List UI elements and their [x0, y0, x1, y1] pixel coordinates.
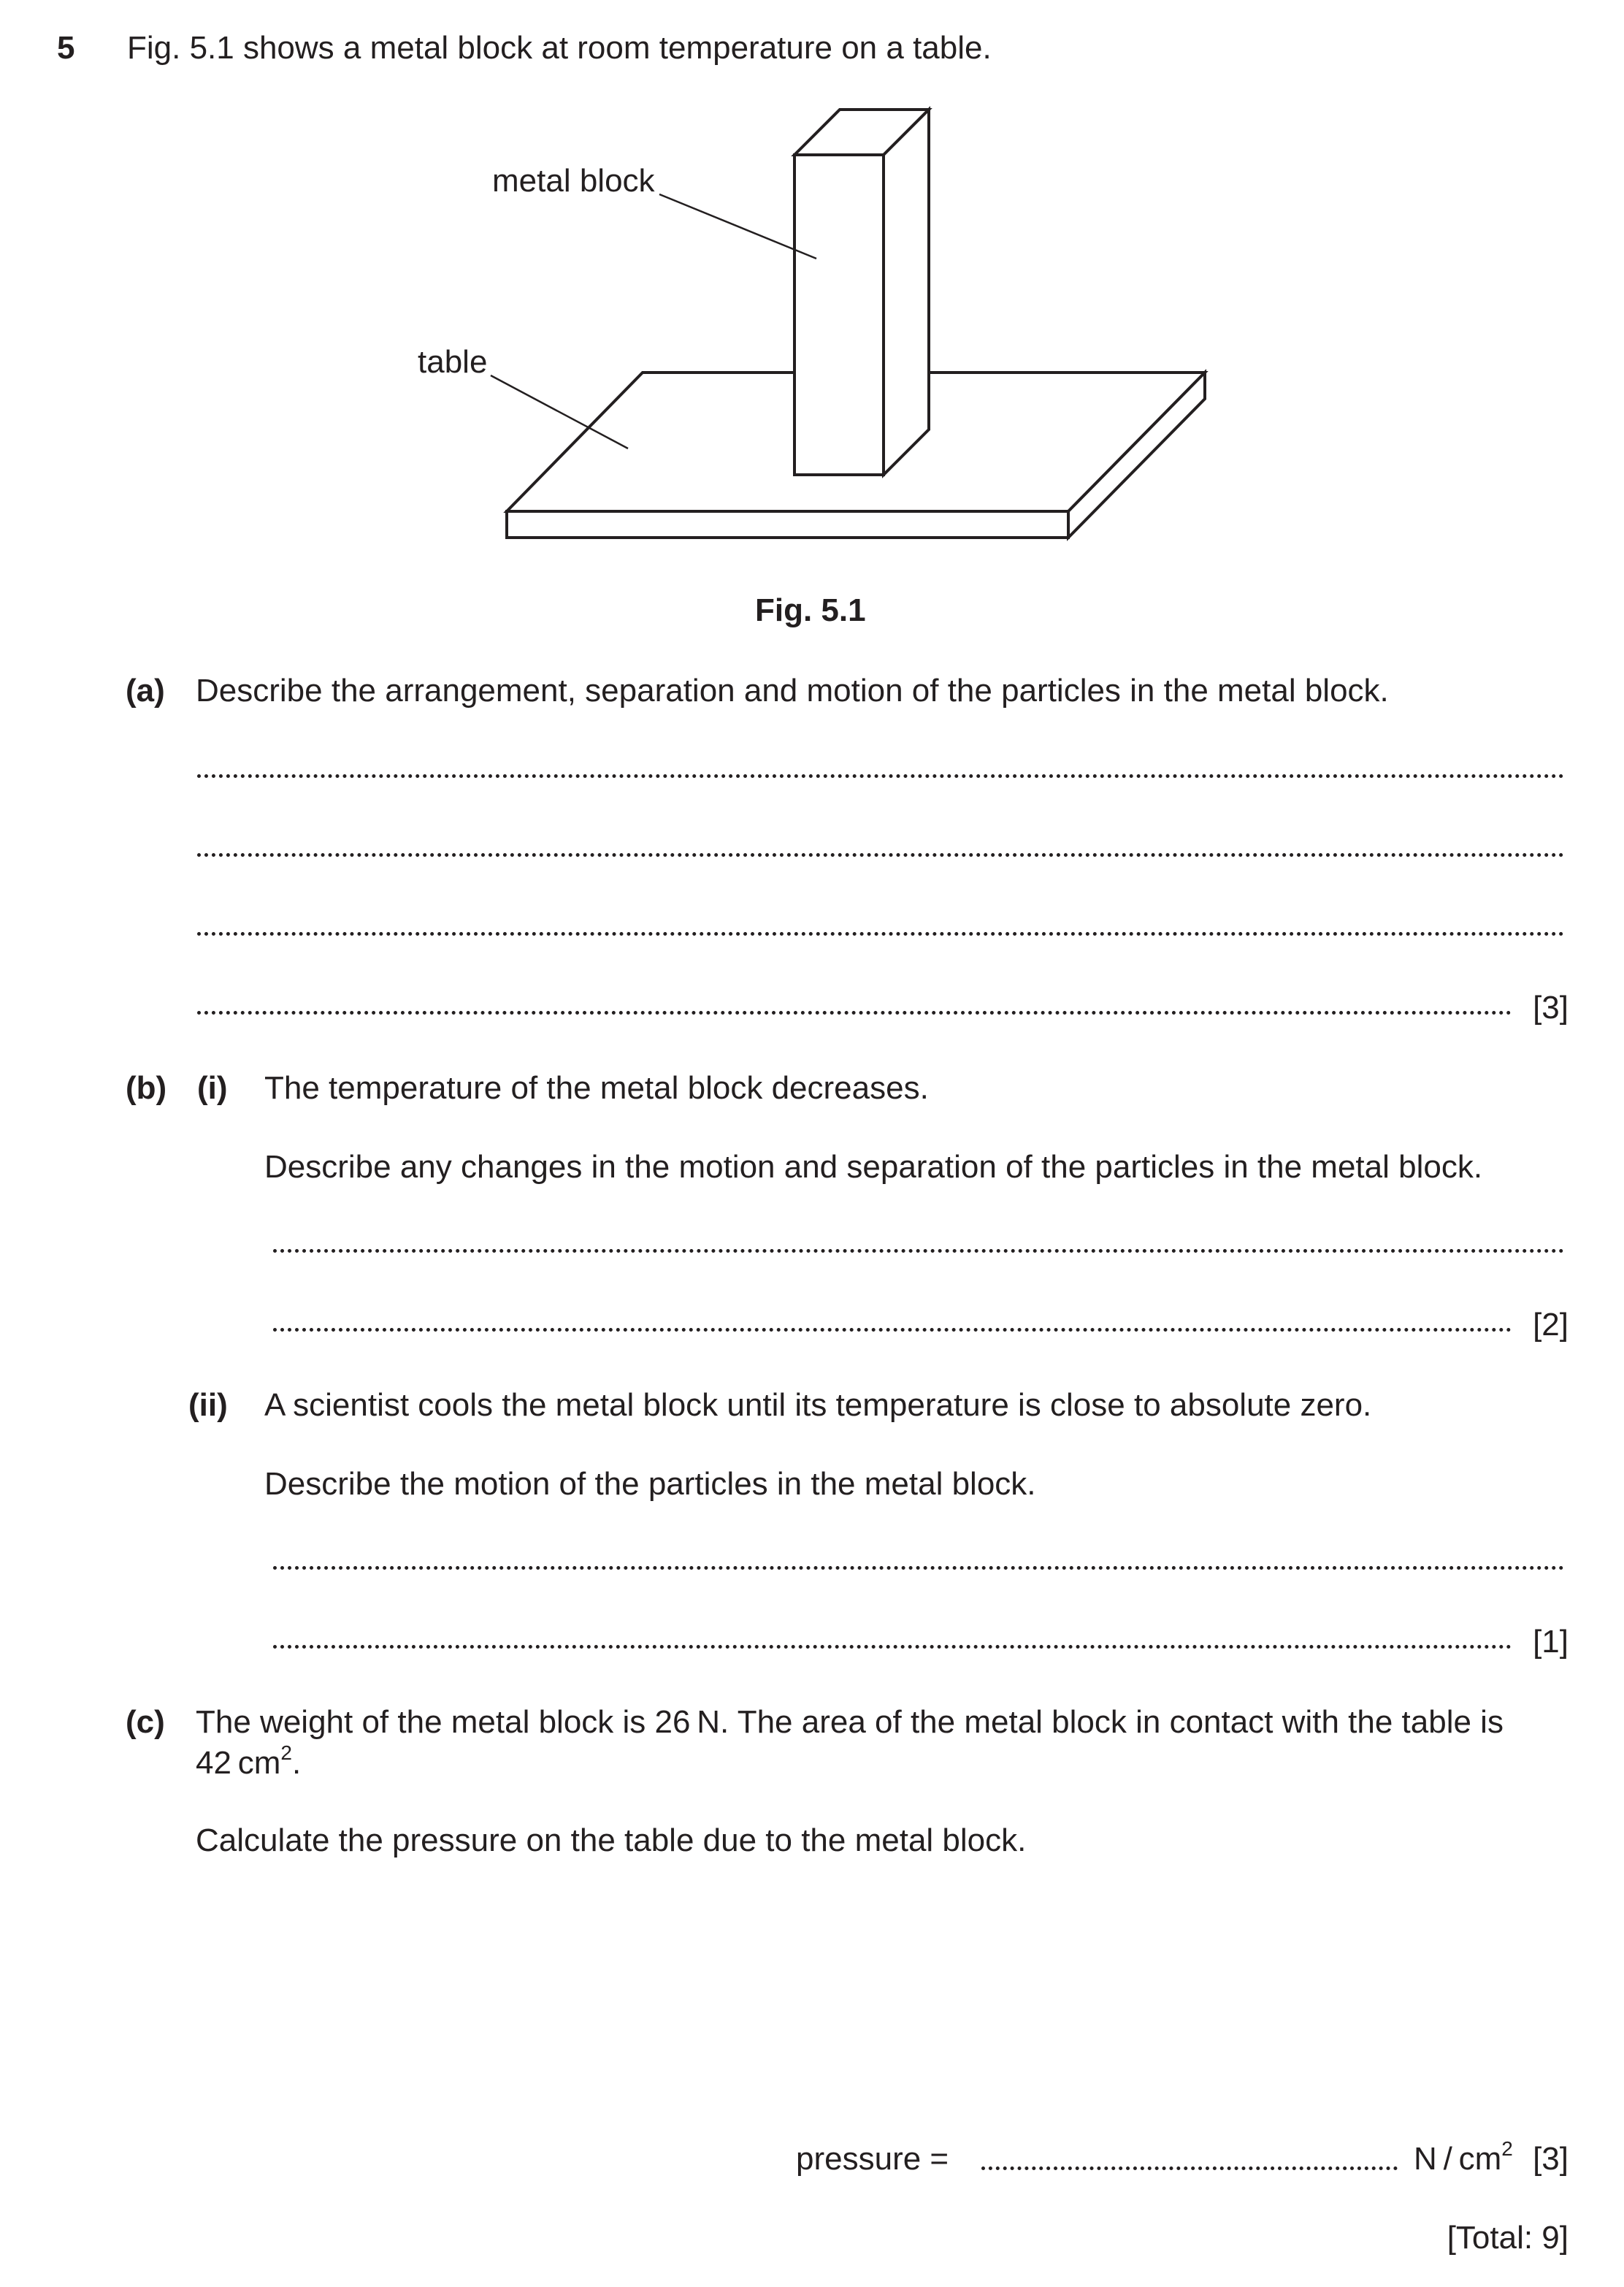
total-marks: [Total: 9] — [1447, 2220, 1569, 2256]
pressure-answer-line[interactable] — [981, 2166, 1398, 2170]
area-value: 42 cm — [196, 1745, 281, 1781]
part-b-i-text1: The temperature of the metal block decreases. — [264, 1070, 929, 1106]
answer-line-bi2[interactable] — [273, 1328, 1512, 1332]
answer-line-a4[interactable] — [197, 1011, 1512, 1015]
pressure-unit-exponent: 2 — [1501, 2137, 1513, 2160]
pressure-unit — [1414, 2137, 1513, 2177]
label-metal-block: metal block — [492, 163, 655, 199]
question-number: 5 — [57, 30, 75, 66]
area-exponent: 2 — [280, 1741, 292, 1764]
pressure-label: pressure = — [796, 2141, 949, 2177]
part-b-i-marks: [2] — [1533, 1307, 1569, 1343]
part-c-marks: [3] — [1533, 2141, 1569, 2177]
part-a-label: (a) — [126, 673, 165, 709]
part-b-ii-text2: Describe the motion of the particles in the metal block. — [264, 1466, 1036, 1502]
part-b-i-label: (i) — [197, 1070, 228, 1106]
answer-line-bii1[interactable] — [273, 1566, 1564, 1570]
part-c-label: (c) — [126, 1704, 165, 1740]
part-b-i-text2: Describe any changes in the motion and separation of the particles in the metal block. — [264, 1149, 1483, 1185]
pressure-unit-text: N / cm — [1414, 2141, 1502, 2177]
part-b-ii-text1: A scientist cools the metal block until its temperature is close to absolute zero. — [264, 1387, 1372, 1423]
part-c-line1: The weight of the metal block is 26 N. The area of the metal block in contact with the table is — [196, 1704, 1504, 1740]
figure-metal-block-on-table — [0, 0, 1624, 584]
answer-line-a3[interactable] — [197, 932, 1564, 936]
answer-line-a2[interactable] — [197, 853, 1564, 857]
part-b-ii-label: (ii) — [188, 1387, 228, 1423]
part-c-text2: Calculate the pressure on the table due to the metal block. — [196, 1822, 1027, 1858]
question-intro: Fig. 5.1 shows a metal block at room temperature on a table. — [127, 30, 992, 66]
answer-line-a1[interactable] — [197, 774, 1564, 778]
part-a-text: Describe the arrangement, separation and motion of the particles in the metal block. — [196, 673, 1389, 709]
figure-caption: Fig. 5.1 — [755, 592, 866, 628]
part-a-marks: [3] — [1533, 990, 1569, 1026]
part-b-ii-marks: [1] — [1533, 1624, 1569, 1660]
answer-line-bii2[interactable] — [273, 1645, 1512, 1649]
area-end: . — [291, 1745, 302, 1781]
part-c-line2 — [196, 1741, 302, 1781]
label-table: table — [418, 344, 488, 380]
part-b-label: (b) — [126, 1070, 167, 1106]
answer-line-bi1[interactable] — [273, 1249, 1564, 1253]
